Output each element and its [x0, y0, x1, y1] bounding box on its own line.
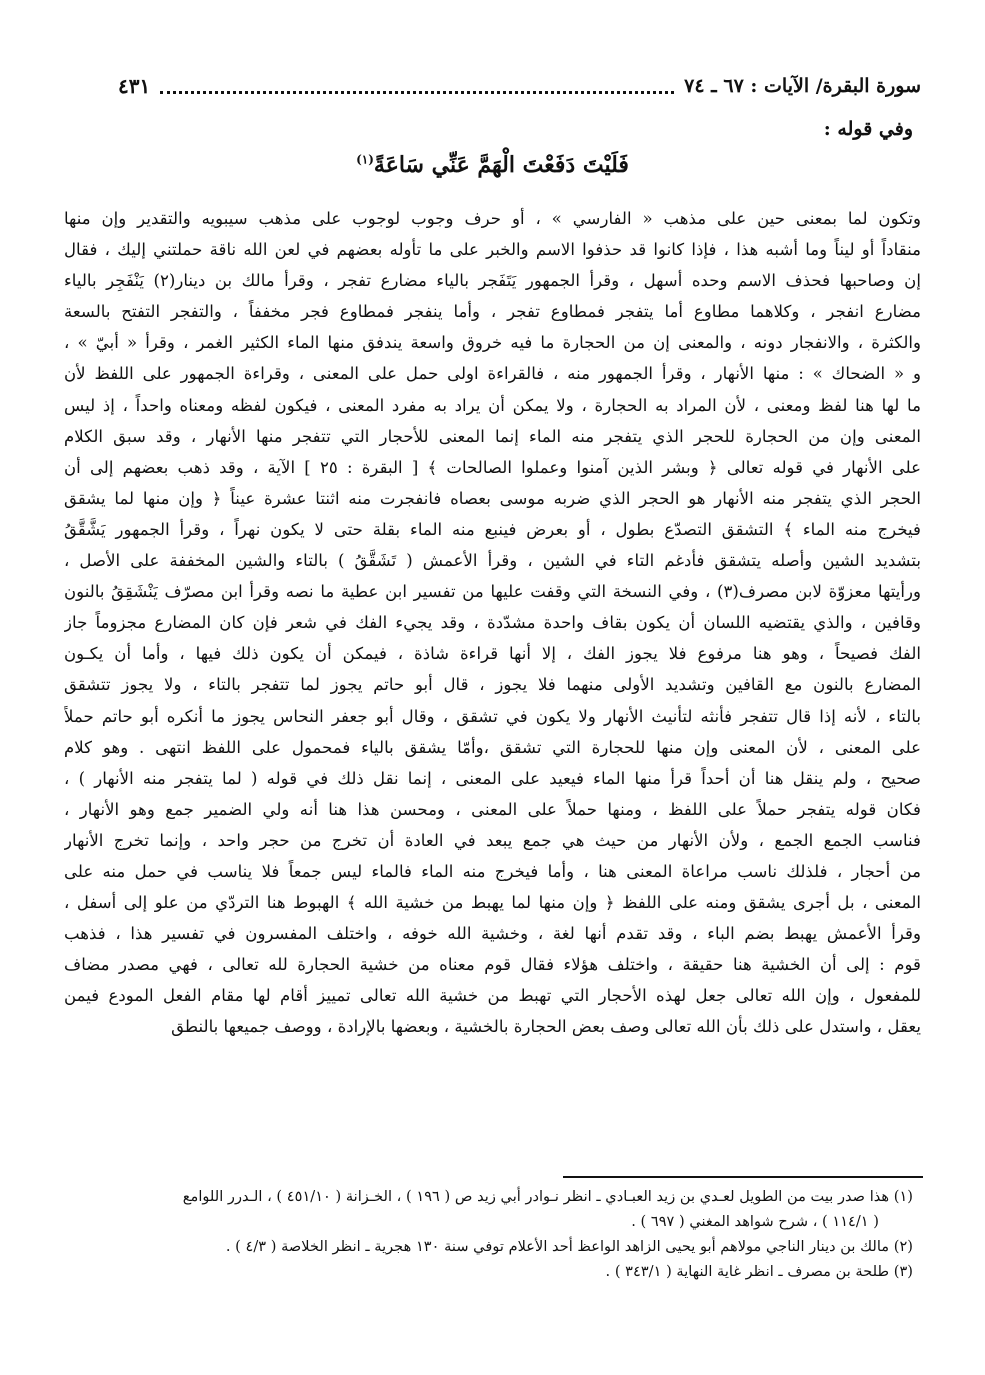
- footnote-line: (٢) مالك بن دينار الناجي مولاهم أبو يحيى الزاهد الواعظ أحد الأعلام توفي سنة ١٣٠ هجرية ـ انظر الخلاصة ( ٤/٣ ) .: [225, 1238, 913, 1255]
- footnotes: [64, 1184, 913, 1284]
- footnote-line: ( ١١٤/١ ) ، شرح شواهد المغني ( ٦٩٧ ) .: [631, 1213, 879, 1230]
- body-line: بتشديد الشين وأصله يتشقق فأدغم التاء في الشين ، وقرأ الأعمش ( تَشَقَّقُ ) بالتاء والشين المخففة على الأصل ،: [64, 551, 921, 571]
- body-line: للمفعول ، وإن الله تعالى جعل لهذه الأحجار التي تهبط من خشية الله تعالى تمييز أقام لها مقام الفعل المودع فيمن: [64, 986, 921, 1006]
- footnote-separator: [563, 1176, 923, 1178]
- footnote-line: (١) هذا صدر بيت من الطويل لعـدي بن زيد العبـادي ـ انظر نـوادر أبي زيد ص ( ١٩٦ ) ، الخـزانة ( ٤٥١/١٠ ) ، الـدرر اللوامع: [182, 1188, 913, 1205]
- body-line: المعنى ، بل أجرى يشقق ومنه على اللفظ ﴿ وإن منها لما يهبط من خشية الله ﴾ الهبوط هنا التردّي من علو إلى أسفل ،: [64, 893, 921, 913]
- body-line: ورأيتها معزوّة لابن مصرف(٣) ، وفي النسخة التي وقفت عليها من تفسير ابن عطية ما نصه وقرأ ابن مصرّف يَنْشَقِقُ بالنون: [64, 582, 921, 602]
- body-line: مضارع انفجر ، وكلاهما مطاوع أما يتفجر فمطاوع تفجر ، وأما ينفجر فمطاوع فجر مخففاً ، والتفجر التفتح بالسعة: [64, 302, 921, 322]
- body-line: على الأنهار في قوله تعالى ﴿ وبشر الذين آمنوا وعملوا الصالحات ﴾ [ البقرة : ٢٥ ] الآية ، وقد ذهب بعضهم إلى أن: [64, 457, 921, 477]
- body-line: وتكون لما بمعنى حين على مذهب « الفارسي » ، أو حرف وجوب لوجوب على مذهب سيبويه والتقدير وإن منها: [64, 209, 921, 228]
- body-line: المعنى وإن من الحجارة للحجر الذي يتفجر منه الماء إنما المعنى للأحجار التي تتفجر منها الأنهار ، وقد سبق الكلام: [64, 426, 921, 446]
- body-line: صحيح ، ولم ينقل هنا أن أحداً قرأ منها الماء فيعيد على المعنى ، إنما نقل ذلك في قوله ( لما يتفجر منه الأنهار ) ،: [64, 768, 921, 788]
- body-line: والكثرة ، والانفجار دونه ، والمعنى إن من الحجارة ما فيه خروق واسعة يندفق منها الماء الكثير الغمر ، وقرأ « أبيّ » ،: [64, 333, 921, 353]
- body-line: بالتاء ، لأنه إذا قال تتفجر فأنثه لتأنيث الأنهار ولا يكون في تشقق ، وقال أبو جعفر النحاس يجوز ما أنكره أبو حاتم حملاً: [64, 706, 921, 726]
- body-line: الفك فصيحاً ، وهو هنا مرفوع فلا يجوز الفك ، إلا أنها قراءة شاذة ، فيمكن أن يكون ذلك فيها ، وأما أن يكـون: [64, 644, 921, 664]
- body-line: من أحجار ، فلذلك ناسب مراعاة المعنى هنا ، وأما فيخرج منه الماء فالماء ليس جمعاً فلا يناسب في حمل منه على: [64, 861, 921, 881]
- body-line: ما لها هنا لفظ ومعنى ، لأن المراد به الحجارة ، ولا يمكن أن يراد به مفرد المعنى ، فيكون لفظه ومعناه واحداً ، إذ ليس: [64, 395, 921, 415]
- body-line: منقاداً أو ليناً وما أشبه هذا ، فإذا كانوا قد حذفوا الاسم والخبر على ما تأوله بعضهم في لعن الله ناقة حملتني إليك ، فقال: [64, 240, 921, 260]
- body-line: يعقل ، واستدل على ذلك بأن الله تعالى وصف بعض الحجارة بالخشية ، وبعضها بالإرادة ، ووصف جميعها بالنطق: [171, 1017, 921, 1037]
- body-line: و « الضحاك » : منها الأنهار ، وقرأ الجمهور منه ، فالقراءة اولى حمل على المعنى ، وقراءة الجمهور على اللفظ لأن: [64, 364, 921, 384]
- verse-text: فَلَيْتَ دَفَعْتَ الْهَمَّ عَنِّي سَاعَةً: [373, 152, 629, 178]
- body-line: فكان قوله يتفجر حملاً على اللفظ ، ومنها حملاً على المعنى ، ومحسن هذا هنا أنه ولي الضمير جمع وهو الأنهار ،: [64, 799, 921, 819]
- running-header: [118, 72, 921, 100]
- body-line: الحجر الذي يتفجر منه الأنهار هو الحجر الذي ضربه موسى بعصاه فانفجرت منه اثنتا عشرة عيناً ﴿ وإن منها لما يشقق: [64, 488, 921, 508]
- body-text: [64, 203, 921, 1043]
- body-line: وقرأ الأعمش يهبط بضم الباء ، وقد تقدم أنها لغة ، وخشية الله خوفه ، واختلف المفسرون في تفسير هذا ، فذهب: [64, 924, 921, 944]
- body-line: إن وصاحبها فحذف الاسم وحده أسهل ، وقرأ الجمهور يَتَفَجر بالياء مضارع تفجر ، وقرأ مالك بن دينار(٢) يَنْفَجِر بالياء: [64, 271, 921, 291]
- running-title: سورة البقرة/ الآيات : ٦٧ ـ ٧٤: [684, 75, 921, 97]
- body-line: المضارع بالنون مع القافين وتشديد الأولى منهما فلا يجوز ، قال أبو حاتم يجوز لما تتفجر بالتاء ، ولا يجوز تتشقق: [64, 675, 921, 695]
- body-line: على المعنى ، لأن المعنى وإن منها للحجارة التي تشقق ،وأمّا يشقق بالياء فمحمول على اللفظ انتهى . وهو كلام: [64, 737, 921, 757]
- intro-text: وفي قوله :: [823, 118, 913, 140]
- page-number: ٤٣١: [118, 74, 151, 98]
- poetry-verse: [0, 152, 985, 178]
- verse-footnote-ref: (١): [356, 152, 374, 167]
- body-line: فيخرج منه الماء ﴾ التشقق التصدّع بطول ، أو بعرض فينبع منه الماء بقلة حتى لا يكون نهراً ، وقرأ الجمهور يَشَّقَّقُ: [64, 519, 921, 539]
- footnote-line: (٣) طلحة بن مصرف ـ انظر غاية النهاية ( ٣٤٣/١ ) .: [605, 1263, 913, 1280]
- body-line: وقافين ، والذي يقتضيه اللسان أن يكون بقاف واحدة مشدّدة ، وقد يجيء الفك في شعر فإن كان المضارع مجزوماً جاز: [64, 613, 921, 633]
- body-line: قوم : إلى أن الخشية هنا حقيقة ، واختلف هؤلاء فقال قوم معناه من خشية الحجارة لله تعالى ، فهي مصدر مضاف: [64, 955, 921, 975]
- header-leader-dots: [160, 79, 674, 94]
- body-line: فناسب الجمع الجمع ، ولأن الأنهار من حيث هي جمع يبعد في العادة أن تخرج من حجر واحد ، وإنما تخرج الأنهار: [64, 830, 921, 850]
